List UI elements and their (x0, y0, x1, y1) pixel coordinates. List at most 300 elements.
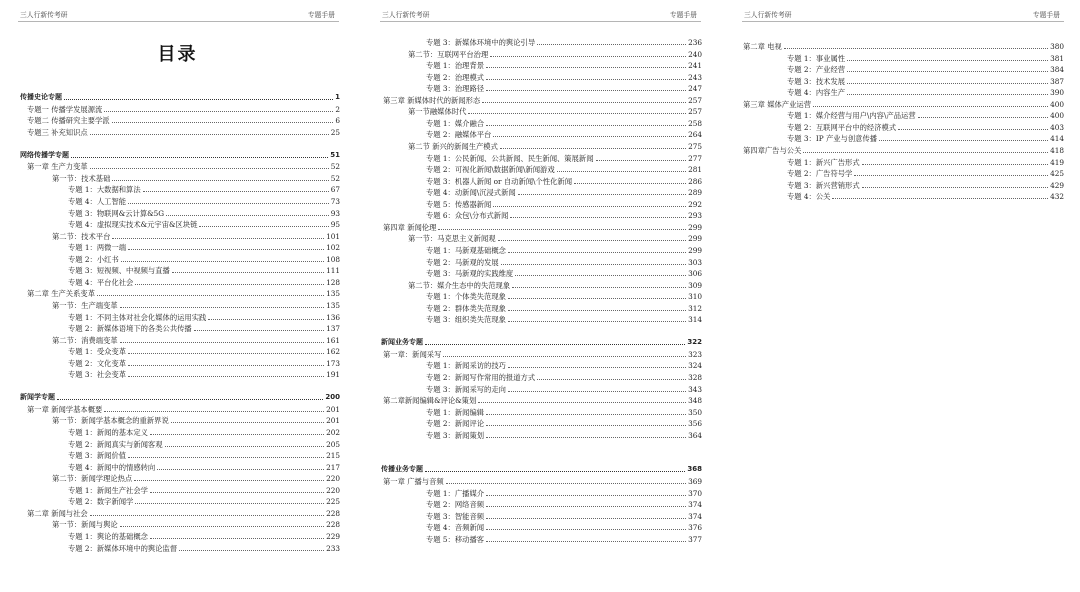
toc-entry-title: 专题 1：广播媒介 (426, 488, 485, 498)
dot-leader (172, 272, 324, 273)
toc-entry-title: 专题 2：新媒体环境中的舆论监督 (68, 543, 178, 553)
toc-entry (52, 300, 340, 311)
dot-leader (493, 136, 686, 137)
dot-leader (71, 157, 328, 158)
dot-leader (486, 541, 686, 542)
toc-entry (787, 191, 1064, 202)
dot-leader (128, 365, 324, 366)
toc-entry-page: 374 (688, 511, 702, 521)
toc-entry-page: 264 (688, 130, 702, 140)
toc-entry-title: 专题 3：新闻策划 (426, 430, 485, 440)
header-right: 专题手册 (307, 11, 335, 19)
toc-entry-page: 229 (326, 531, 340, 541)
toc-entry-title: 专题 1：媒介融合 (426, 118, 485, 128)
toc-entry-page: 275 (688, 141, 702, 151)
toc-entry (426, 268, 702, 279)
dot-leader (166, 215, 329, 216)
dot-leader (150, 434, 324, 435)
toc-entry-title: 专题 1：大数据和算法 (68, 185, 141, 195)
toc-entry-title: 专题 3：新闻价值 (68, 451, 127, 461)
toc-entry (68, 265, 340, 276)
toc-entry-page: 161 (326, 335, 340, 345)
toc-entry-page: 201 (326, 416, 340, 426)
toc-entry-page: 292 (688, 199, 702, 209)
dot-leader (90, 515, 324, 516)
dot-leader (443, 356, 686, 357)
toc-entry-page: 6 (335, 116, 340, 126)
toc-entry (426, 210, 702, 221)
toc-entry-title: 专题 3：机器人新闻 or 自动新闻\个性化新闻 (426, 176, 572, 186)
toc-entry-title: 专题 4：新闻中的情感转向 (68, 462, 156, 472)
toc-entry-title: 专题 2：可视化新闻\数据新闻\新闻游戏 (426, 165, 555, 175)
toc-entry-title: 专题 2：网络音频 (426, 500, 485, 509)
toc-entry (787, 87, 1064, 98)
toc-page-1 (0, 0, 355, 592)
toc-entry (426, 511, 702, 522)
toc-entry-title: 专题 2：小红书 (68, 254, 119, 264)
toc-entry-page: 299 (688, 222, 702, 232)
toc-entry-title: 专题 4：音频新闻 (426, 523, 485, 533)
toc-entry-page: 414 (1050, 134, 1064, 144)
toc-entry-page: 374 (688, 500, 702, 509)
toc-section-entry (20, 92, 340, 103)
toc-entry-page: 377 (688, 534, 702, 544)
toc-entry (426, 83, 702, 94)
toc-entry-title: 专题 3：马新观的实践维度 (426, 269, 514, 278)
toc-entry-title: 第一章 广播与音频 (383, 476, 444, 486)
toc-entry-title: 专题 2：产业经营 (787, 65, 846, 75)
toc-entry (52, 415, 340, 426)
toc-entry (383, 222, 702, 233)
toc-entry (68, 242, 340, 253)
toc-entry-title: 第二节：媒介生态中的失范现象 (408, 280, 511, 290)
toc-entry-title: 第一节：生产端变革 (52, 300, 118, 310)
toc-entry-title: 专题 4：虚拟现实技术&元宇宙&区块链 (68, 220, 198, 230)
toc-entry-title: 专题三 补充知识点 (27, 127, 88, 137)
dot-leader (486, 495, 686, 496)
toc-entry-title: 第三章 媒体产业运营 (743, 99, 811, 109)
header-left: 三人行新传考研 (20, 11, 68, 19)
toc-entry-title: 专题 3：新闻采写的走向 (426, 384, 506, 394)
dot-leader (847, 60, 1048, 61)
toc-entry (27, 508, 340, 519)
dot-leader (135, 284, 324, 285)
toc-entry-title: 专题 1：受众变革 (68, 347, 127, 357)
toc-entry-page: 419 (1050, 157, 1064, 167)
toc-entry-page: 306 (688, 269, 702, 278)
toc-entry (383, 95, 702, 106)
toc-entry-title: 专题 4：公关 (787, 192, 831, 202)
toc-entry (68, 254, 340, 265)
toc-entry-title: 专题 3：短视频、中视频与直播 (68, 266, 170, 276)
dot-leader (64, 99, 333, 100)
dot-leader (120, 307, 324, 308)
toc-entry-page: 277 (688, 153, 702, 163)
toc-entry (426, 60, 702, 71)
toc-entry (743, 41, 1064, 52)
toc-entry-title: 第一章：新闻采写 (383, 349, 442, 359)
toc-entry-page: 2 (335, 104, 340, 114)
toc-entry (743, 99, 1064, 110)
toc-entry-title: 传播业务专题 (381, 465, 423, 474)
toc-entry-title: 第二节：技术平台 (52, 231, 111, 241)
toc-entry-page: 343 (688, 384, 702, 394)
toc-entry (408, 280, 702, 291)
toc-entry-title: 第一节融媒体时代 (408, 107, 467, 117)
toc-section-entry (20, 150, 340, 161)
toc-entry-page: 1 (335, 93, 340, 101)
toc-entry (426, 257, 702, 268)
toc-entry-title: 专题 3：物联网&云计算&5G (68, 208, 165, 218)
toc-entry-page: 128 (326, 277, 340, 287)
toc-entry (68, 485, 340, 496)
toc-entry-page: 364 (688, 430, 702, 440)
toc-entry (68, 427, 340, 438)
dot-leader (862, 187, 1048, 188)
toc-entry-title: 第二节：互联网平台治理 (408, 49, 489, 59)
toc-entry-page: 111 (326, 266, 340, 276)
toc-entry-title: 第三章 新媒体时代的新闻形态 (383, 95, 481, 105)
dot-leader (486, 79, 686, 80)
toc-entry-page: 215 (326, 451, 340, 461)
toc-entry-page: 425 (1050, 169, 1064, 179)
toc-entry-page: 233 (326, 543, 340, 553)
dot-leader (482, 102, 686, 103)
toc-entry (68, 462, 340, 473)
toc-entry (52, 173, 340, 184)
dot-leader (508, 252, 686, 253)
toc-entry-page: 52 (330, 162, 340, 172)
toc-entry-title: 专题 1：新闻的基本定义 (68, 428, 148, 437)
toc-entry-page: 309 (688, 280, 702, 290)
toc-section-entry (381, 464, 702, 475)
dot-leader (208, 319, 324, 320)
header-rule (380, 21, 701, 22)
toc-page-2 (362, 0, 717, 592)
dot-leader (179, 550, 324, 551)
toc-entry-title: 专题 1：公民新闻、公共新闻、民生新闻、策展新闻 (426, 153, 594, 163)
dot-leader (128, 249, 324, 250)
toc-entry (426, 314, 702, 325)
dot-leader (500, 148, 686, 149)
toc-entry-page: 93 (330, 208, 340, 218)
toc-entry-title: 第二节 新兴的新闻生产模式 (408, 141, 498, 151)
toc-entry-page: 322 (687, 338, 702, 347)
toc-entry-title: 专题 4：人工智能 (68, 197, 127, 206)
header-rule (742, 21, 1064, 22)
toc-entry (426, 187, 702, 198)
toc-entry (68, 369, 340, 380)
toc-entry (787, 157, 1064, 168)
toc-entry (68, 543, 340, 554)
toc-entry-page: 390 (1050, 88, 1064, 98)
toc-entry-title: 第二节：新闻学理论热点 (52, 474, 133, 484)
toc-entry-page: 135 (326, 300, 340, 310)
toc-entry (383, 476, 702, 487)
toc-entry-title: 专题 4：内容生产 (787, 88, 846, 98)
toc-entry (787, 122, 1064, 133)
toc-entry-title: 专题 3：智能音频 (426, 511, 485, 521)
toc-entry-title: 专题 1：治理背景 (426, 61, 485, 71)
dot-leader (508, 321, 686, 322)
toc-entry (426, 176, 702, 187)
toc-entry-title: 第二节：消费端变革 (52, 335, 118, 345)
dot-leader (784, 48, 1048, 49)
toc-entry-page: 380 (1050, 42, 1064, 51)
dot-leader (121, 261, 324, 262)
dot-leader (468, 113, 686, 114)
dot-leader (97, 295, 324, 296)
toc-entry-page: 228 (326, 520, 340, 530)
toc-entry-title: 专题 3：组织类失范现象 (426, 315, 506, 325)
toc-entry-title: 专题一 传播学发展源流 (27, 104, 103, 114)
toc-entry-title: 专题 2：广告符号学 (787, 169, 853, 179)
toc-entry-page: 350 (688, 407, 702, 417)
toc-entry (68, 312, 340, 323)
toc-entry-page: 241 (688, 61, 702, 71)
dot-leader (898, 129, 1048, 130)
toc-entry-page: 191 (326, 370, 340, 380)
dot-leader (518, 194, 686, 195)
toc-entry-page: 247 (688, 84, 702, 94)
dot-leader (847, 71, 1048, 72)
toc-entry-title: 专题 3：IP 产业与创意传播 (787, 134, 878, 144)
dot-leader (486, 529, 686, 530)
toc-entry-title: 专题 2：新媒体语境下的各类公共传播 (68, 324, 192, 333)
toc-entry-page: 201 (326, 404, 340, 414)
toc-entry (52, 519, 340, 530)
toc-entry (68, 346, 340, 357)
toc-entry (426, 430, 702, 441)
toc-entry (27, 115, 340, 126)
dot-leader (557, 171, 686, 172)
toc-entry-page: 52 (330, 173, 340, 183)
toc-entry (408, 49, 702, 60)
toc-entry-title: 专题 2：治理模式 (426, 72, 485, 82)
toc-entry-title: 第四章广告与公关 (743, 145, 802, 155)
toc-entry-page: 384 (1050, 65, 1064, 75)
toc-entry (383, 349, 702, 360)
dot-leader (150, 538, 324, 539)
toc-entry-title: 专题二 传播研究主要学派 (27, 116, 110, 126)
dot-leader (508, 391, 686, 392)
toc-entry-title: 专题 1：两微一端 (68, 243, 127, 253)
toc-entry-page: 95 (330, 220, 340, 230)
dot-leader (537, 44, 686, 45)
toc-entry-title: 专题 5：移动播客 (426, 534, 485, 544)
header-left: 三人行新传考研 (382, 11, 430, 19)
toc-entry-title: 专题 2：新闻写作常用的报道方式 (426, 373, 536, 382)
dot-leader (510, 217, 686, 218)
header-rule (18, 21, 339, 22)
toc-entry (68, 450, 340, 461)
toc-entry-title: 专题 5：传感器新闻 (426, 199, 492, 209)
toc-entry-title: 第一章 生产力变革 (27, 162, 88, 172)
toc-entry-title: 专题 2：文化变革 (68, 358, 127, 368)
toc-entry-title: 专题 1：新闻生产社会学 (68, 485, 148, 495)
toc-entry-title: 第二章 生产关系变革 (27, 289, 95, 299)
toc-entry (787, 168, 1064, 179)
toc-entry-title: 专题 3：新媒体环境中的舆论引导 (426, 38, 536, 47)
dot-leader (90, 168, 329, 169)
dot-leader (486, 67, 686, 68)
toc-entry (68, 496, 340, 507)
toc-entry (408, 141, 702, 152)
toc-entry (426, 522, 702, 533)
toc-entry-title: 专题 6：众包\分布式新闻 (426, 211, 509, 221)
toc-entry (68, 277, 340, 288)
toc-entry-title: 专题 1：舆论的基础概念 (68, 531, 148, 541)
toc-entry-page: 162 (326, 347, 340, 357)
toc-entry (68, 219, 340, 230)
toc-entry-title: 专题 1：个体类失范现象 (426, 292, 506, 302)
dot-leader (112, 180, 328, 181)
toc-entry-page: 368 (687, 465, 702, 474)
toc-entry (68, 208, 340, 219)
toc-entry-page: 108 (326, 254, 340, 264)
dot-leader (508, 298, 686, 299)
toc-entry-page: 369 (688, 476, 702, 486)
dot-leader (128, 353, 324, 354)
dot-leader (486, 125, 686, 126)
toc-entry (426, 153, 702, 164)
toc-entry (787, 133, 1064, 144)
toc-entry-title: 第二章 电视 (743, 42, 782, 51)
dot-leader (150, 492, 324, 493)
toc-entry-page: 310 (688, 292, 702, 302)
header-right: 专题手册 (1032, 11, 1060, 19)
toc-section-entry (20, 392, 340, 403)
toc-entry-page: 243 (688, 72, 702, 82)
toc-entry-page: 286 (688, 176, 702, 186)
dot-leader (493, 206, 686, 207)
toc-entry (426, 534, 702, 545)
toc-entry-page: 289 (688, 188, 702, 198)
toc-entry-title: 第四章 新闻伦理 (383, 222, 437, 232)
dot-leader (879, 140, 1048, 141)
dot-leader (501, 264, 686, 265)
toc-entry-title: 第一节：新闻学基本概念的重新界说 (52, 416, 169, 426)
toc-entry-page: 429 (1050, 180, 1064, 190)
toc-entry-page: 220 (326, 474, 340, 484)
toc-entry-page: 303 (688, 257, 702, 267)
dot-leader (143, 191, 329, 192)
toc-entry-title: 专题 3：治理路径 (426, 84, 485, 94)
dot-leader (478, 402, 686, 403)
toc-entry-page: 51 (330, 150, 340, 159)
toc-entry-title: 第一章 新闻学基本概要 (27, 404, 103, 414)
toc-entry-page: 136 (326, 312, 340, 322)
toc-entry-title: 专题 4：平台化社会 (68, 277, 134, 287)
toc-entry-title: 第二章新闻编辑&评论&策划 (383, 396, 477, 406)
dot-leader (57, 399, 323, 400)
toc-entry-page: 25 (330, 127, 340, 137)
dot-leader (425, 344, 685, 345)
toc-entry (426, 499, 702, 510)
toc-entry (68, 358, 340, 369)
toc-entry-page: 202 (326, 428, 340, 437)
dot-leader (486, 518, 686, 519)
dot-leader (803, 152, 1048, 153)
toc-entry (408, 106, 702, 117)
dot-leader (918, 117, 1048, 118)
toc-entry-title: 第一节：新闻与舆论 (52, 520, 118, 530)
toc-entry (787, 53, 1064, 64)
toc-entry-page: 348 (688, 396, 702, 406)
toc-entry-page: 400 (1050, 99, 1064, 109)
dot-leader (112, 122, 334, 123)
toc-entry-page: 220 (326, 485, 340, 495)
dot-leader (515, 275, 686, 276)
dot-leader (446, 483, 686, 484)
dot-leader (128, 203, 329, 204)
toc-entry-page: 258 (688, 118, 702, 128)
dot-leader (486, 425, 686, 426)
toc-entry-title: 专题 1：新闻采访的技巧 (426, 361, 506, 371)
toc-entry-page: 257 (688, 95, 702, 105)
toc-entry (426, 118, 702, 129)
toc-entry-page: 205 (326, 439, 340, 449)
toc-entry-page: 293 (688, 211, 702, 221)
toc-entry-page: 217 (326, 462, 340, 472)
dot-leader (813, 106, 1048, 107)
toc-entry-page: 403 (1050, 122, 1064, 132)
dot-leader (104, 111, 333, 112)
toc-entry-title: 专题 2：数字新闻学 (68, 497, 134, 507)
toc-entry-page: 137 (326, 324, 340, 333)
toc-entry-title: 专题 3：社会变革 (68, 370, 127, 380)
dot-leader (438, 229, 686, 230)
dot-leader (104, 411, 324, 412)
toc-entry-page: 324 (688, 361, 702, 371)
dot-leader (157, 469, 324, 470)
toc-entry-title: 专题 1：马新观基础概念 (426, 245, 506, 255)
toc-entry-page: 328 (688, 373, 702, 382)
toc-entry (68, 323, 340, 334)
dot-leader (120, 526, 324, 527)
toc-entry (426, 407, 702, 418)
toc-entry-title: 新闻学专题 (20, 393, 55, 402)
toc-entry (68, 439, 340, 450)
toc-entry-title: 传播史论专题 (20, 93, 62, 101)
toc-entry-title: 专题 1：媒介经营与用户\内容\产品运营 (787, 111, 916, 121)
toc-entry-page: 257 (688, 107, 702, 117)
dot-leader (537, 379, 686, 380)
dot-leader (199, 226, 328, 227)
toc-entry (27, 404, 340, 415)
toc-page-3 (724, 0, 1080, 592)
dot-leader (425, 471, 685, 472)
dot-leader (135, 503, 324, 504)
toc-entry-page: 101 (326, 231, 340, 241)
toc-entry-title: 专题 2：马新观的发展 (426, 257, 499, 267)
toc-entry-title: 专题 2：新闻真实与新闻客观 (68, 439, 163, 449)
dot-leader (508, 367, 686, 368)
dot-leader (508, 310, 686, 311)
toc-entry-page: 314 (688, 315, 702, 325)
toc-entry-page: 281 (688, 165, 702, 175)
toc-entry (426, 372, 702, 383)
toc-entry-title: 专题 2：互联网平台中的经济模式 (787, 122, 897, 132)
toc-entry-page: 387 (1050, 76, 1064, 86)
toc-entry-page: 400 (1050, 111, 1064, 121)
toc-entry-title: 专题 1：新兴广告形式 (787, 157, 860, 167)
toc-entry-page: 102 (326, 243, 340, 253)
dot-leader (596, 160, 687, 161)
dot-leader (128, 457, 324, 458)
header-left: 三人行新传考研 (744, 11, 792, 19)
toc-entry (52, 473, 340, 484)
